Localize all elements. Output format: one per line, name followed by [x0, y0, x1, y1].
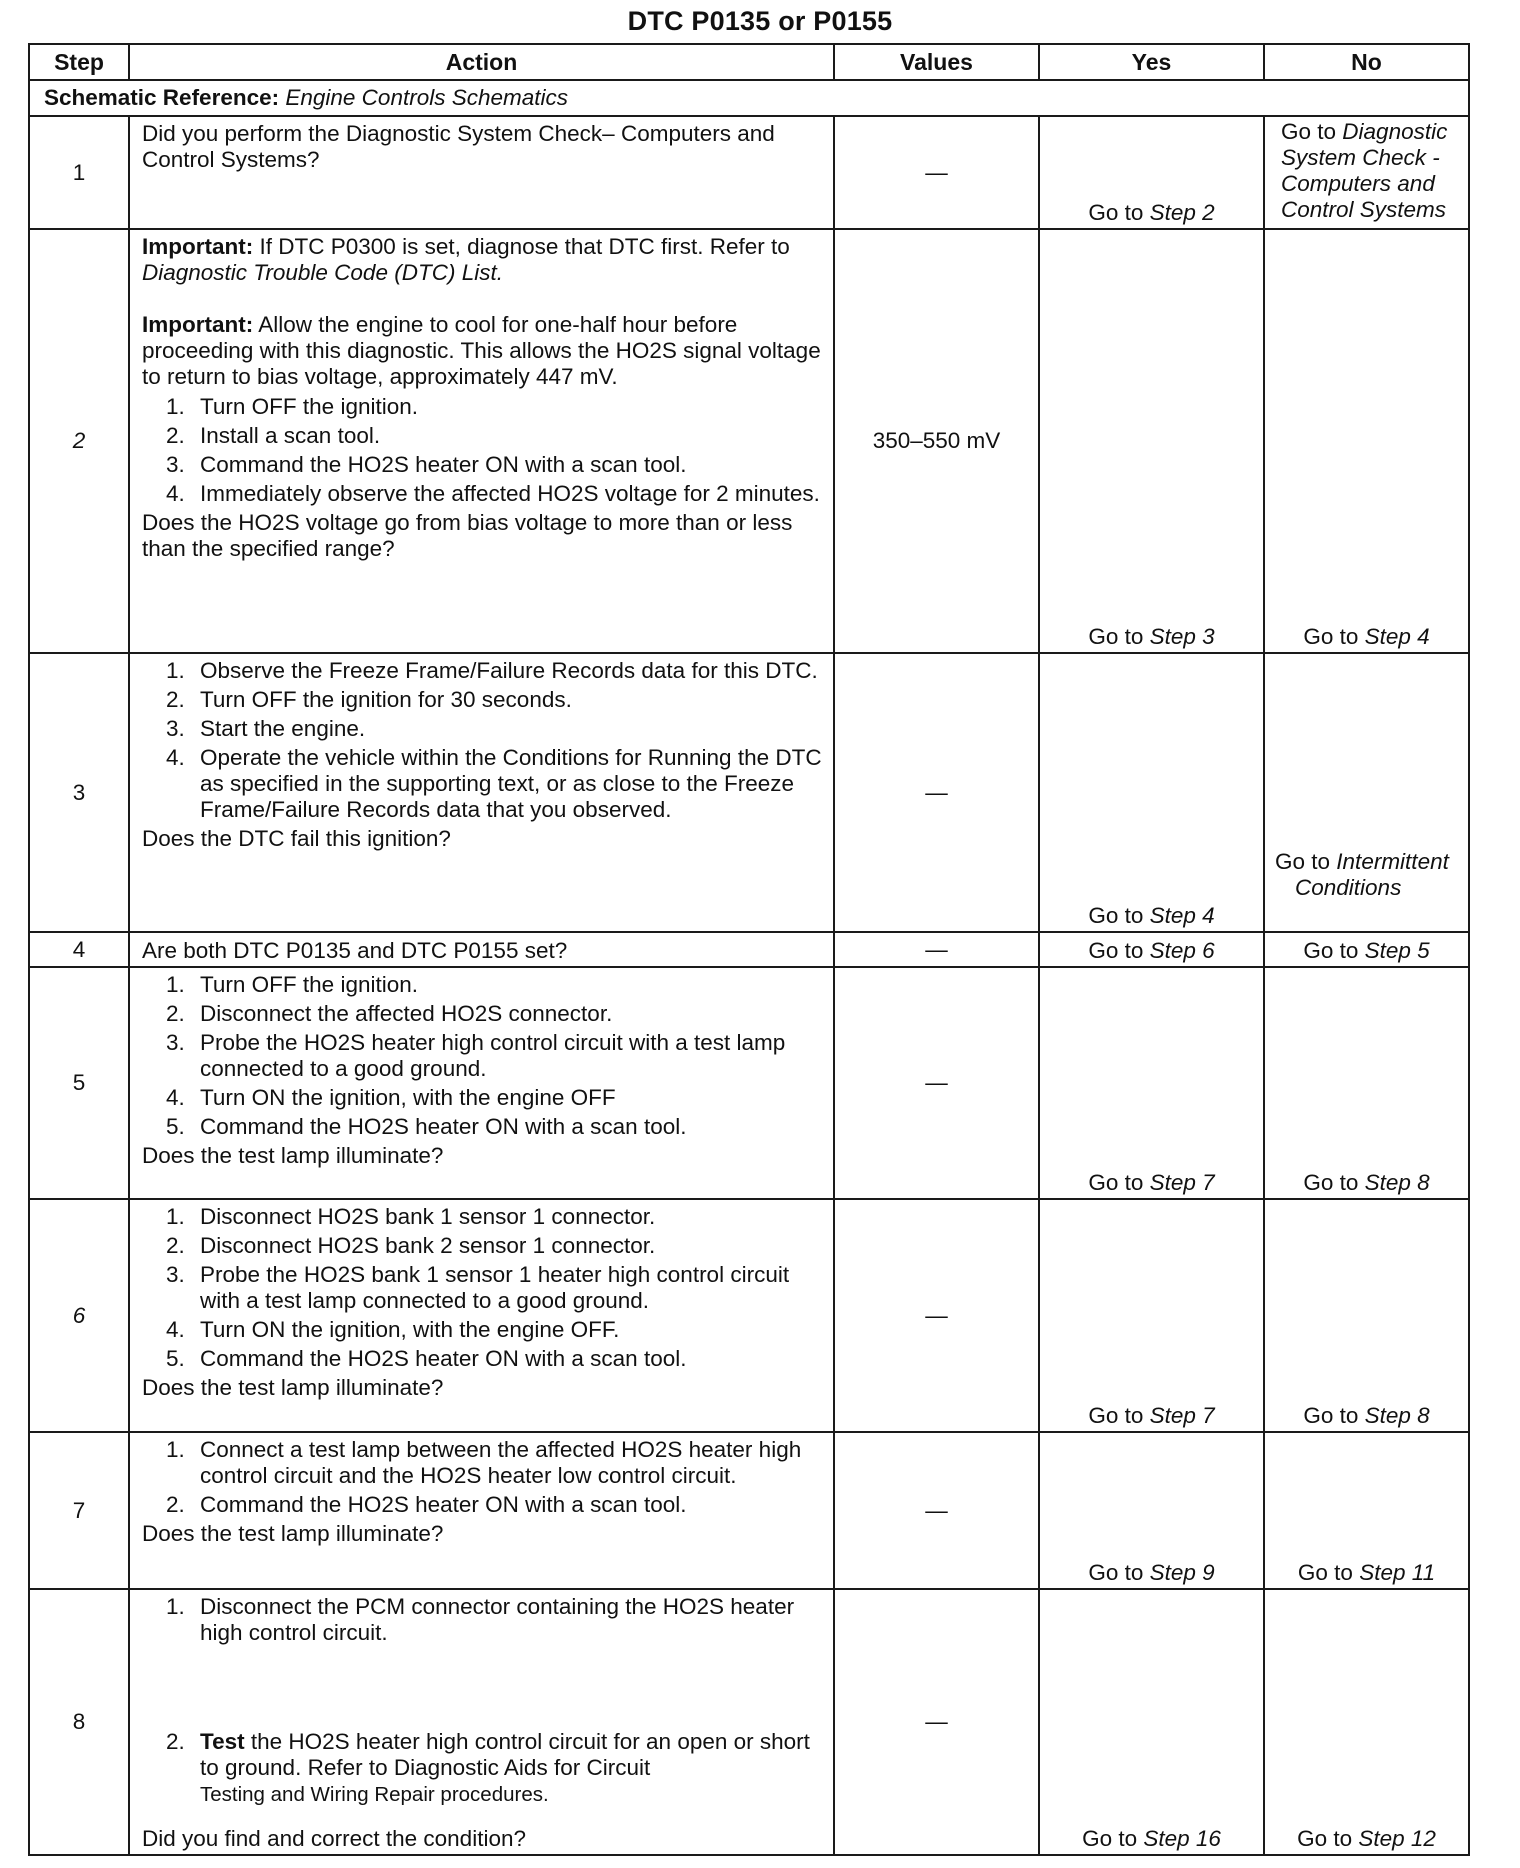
yes-cell — [1039, 1432, 1264, 1589]
yes-step-ref: Step 16 — [1143, 1826, 1221, 1851]
action-cell — [129, 1432, 834, 1589]
step-number: 5 — [29, 967, 129, 1199]
goto-label: Go to — [1088, 938, 1144, 963]
important-label: Important: — [142, 312, 254, 337]
value-cell: — — [834, 932, 1039, 967]
yes-goto — [1040, 1170, 1263, 1196]
no-step-ref: Step 4 — [1364, 624, 1430, 649]
procedure-list — [142, 1204, 825, 1372]
table-row — [29, 1199, 1469, 1432]
no-goto — [1265, 1560, 1468, 1586]
list-item: 3. Command the HO2S heater ON with a scan tool. — [166, 452, 687, 477]
yes-step-ref: Step 4 — [1149, 903, 1215, 928]
list-item: 2. Turn OFF the ignition for 30 seconds. — [166, 687, 572, 712]
yes-cell — [1039, 967, 1264, 1199]
header-step: Step — [29, 44, 129, 80]
action-cell — [129, 653, 834, 932]
no-cell — [1264, 653, 1469, 932]
list-item: 2. Command the HO2S heater ON with a scan tool. — [166, 1492, 687, 1517]
goto-label: Go to — [1088, 624, 1144, 649]
yes-goto — [1040, 1403, 1263, 1429]
list-item: 4. Immediately observe the affected HO2S voltage for 2 minutes. — [166, 481, 820, 506]
no-goto — [1265, 117, 1468, 223]
step-number: 6 — [29, 1199, 129, 1432]
yes-cell — [1039, 932, 1264, 967]
value-cell: — — [834, 1432, 1039, 1589]
yes-step-ref: Step 7 — [1149, 1170, 1215, 1195]
procedure-list — [142, 394, 825, 507]
value-cell: 350–550 mV — [834, 229, 1039, 653]
no-cell — [1264, 1199, 1469, 1432]
procedure-list — [142, 658, 825, 823]
no-ref-line: Conditions — [1295, 875, 1402, 900]
step-number: 4 — [29, 932, 129, 967]
procedure-list — [142, 1594, 825, 1808]
table-row — [29, 932, 1469, 967]
no-step-ref: Step 5 — [1364, 938, 1430, 963]
yes-step-ref: Step 3 — [1149, 624, 1215, 649]
list-item: 4. Operate the vehicle within the Conditions for Running the DTC as specified in the supporting text, or as close to the Freeze Frame/Failure Records data that you observed. — [166, 745, 822, 822]
no-ref-line: Control Systems — [1281, 197, 1447, 222]
goto-label: Go to — [1088, 1170, 1144, 1195]
table-row — [29, 1432, 1469, 1589]
step-number: 8 — [29, 1589, 129, 1855]
goto-label: Go to — [1275, 849, 1331, 874]
no-step-ref: Step 12 — [1358, 1826, 1436, 1851]
table-row — [29, 116, 1469, 229]
schematic-reference — [29, 80, 1469, 116]
list-item: 1. Turn OFF the ignition. — [166, 972, 419, 997]
header-row — [29, 44, 1469, 80]
yes-step-ref: Step 9 — [1149, 1560, 1215, 1585]
procedure-list — [142, 1437, 825, 1518]
no-goto — [1265, 1403, 1468, 1429]
schematic-label: Schematic Reference: — [44, 85, 280, 110]
list-item: 1. Disconnect the PCM connector containing the HO2S heater high control circuit. — [166, 1594, 795, 1645]
no-goto — [1275, 849, 1464, 901]
no-goto — [1265, 624, 1468, 650]
header-values: Values — [834, 44, 1039, 80]
question-text: Does the HO2S voltage go from bias voltage to more than or less than the specified range? — [142, 510, 793, 561]
yes-goto — [1040, 1560, 1263, 1586]
no-step-ref: Step 8 — [1364, 1170, 1430, 1195]
goto-label: Go to — [1082, 1826, 1138, 1851]
no-cell — [1264, 116, 1469, 229]
list-item: 3. Start the engine. — [166, 716, 366, 741]
no-cell — [1264, 932, 1469, 967]
goto-label: Go to — [1303, 938, 1359, 963]
question-text: Did you find and correct the condition? — [142, 1826, 526, 1851]
goto-label: Go to — [1303, 1403, 1359, 1428]
list-item: 4. Turn ON the ignition, with the engine OFF. — [166, 1317, 620, 1342]
goto-label: Go to — [1303, 1170, 1359, 1195]
goto-label: Go to — [1088, 903, 1144, 928]
yes-step-ref: Step 6 — [1149, 938, 1215, 963]
list-item: 1. Connect a test lamp between the affected HO2S heater high control circuit and the HO2S heater low control circuit. — [166, 1437, 802, 1488]
action-cell — [129, 967, 834, 1199]
action-cell — [129, 1589, 834, 1855]
no-ref-line: System Check - — [1281, 145, 1440, 170]
yes-cell — [1039, 1589, 1264, 1855]
no-goto — [1265, 1170, 1468, 1196]
value-cell: — — [834, 116, 1039, 229]
action-cell — [129, 1199, 834, 1432]
no-goto — [1265, 1826, 1468, 1852]
goto-label: Go to — [1281, 119, 1337, 144]
action-text: Did you perform the Diagnostic System Check– Computers and Control Systems? — [142, 121, 775, 172]
header-action: Action — [129, 44, 834, 80]
procedure-list — [142, 972, 825, 1140]
important-note — [142, 234, 825, 286]
header-no: No — [1264, 44, 1469, 80]
no-ref-line: Diagnostic — [1342, 119, 1448, 144]
no-step-ref: Step 8 — [1364, 1403, 1430, 1428]
important-note — [142, 312, 825, 390]
value-cell: — — [834, 967, 1039, 1199]
list-item: 5. Command the HO2S heater ON with a scan tool. — [166, 1346, 687, 1371]
yes-step-ref: Step 7 — [1149, 1403, 1215, 1428]
list-item: 3. Probe the HO2S heater high control circuit with a test lamp connected to a good ground. — [166, 1030, 786, 1081]
list-item: 2. Test the HO2S heater high control circuit for an open or short to ground. Refer to Diagnostic Aids for Circuit Testing and Wiring Repair procedures. — [166, 1729, 810, 1806]
important-label: Important: — [142, 234, 254, 259]
goto-label: Go to — [1088, 1403, 1144, 1428]
goto-label: Go to — [1088, 1560, 1144, 1585]
yes-goto — [1040, 938, 1263, 964]
step-number: 2 — [29, 229, 129, 653]
goto-label: Go to — [1297, 1560, 1353, 1585]
table-row — [29, 967, 1469, 1199]
list-item: 1. Disconnect HO2S bank 1 sensor 1 connector. — [166, 1204, 656, 1229]
action-cell — [129, 116, 834, 229]
no-cell — [1264, 967, 1469, 1199]
no-ref-line: Intermittent — [1336, 849, 1449, 874]
list-item: 5. Command the HO2S heater ON with a scan tool. — [166, 1114, 687, 1139]
yes-goto — [1040, 1826, 1263, 1852]
table-row — [29, 653, 1469, 932]
document-title: DTC P0135 or P0155 — [627, 6, 893, 36]
list-item: 2. Disconnect the affected HO2S connector. — [166, 1001, 613, 1026]
list-item: 1. Turn OFF the ignition. — [166, 394, 419, 419]
goto-label: Go to — [1297, 1826, 1353, 1851]
no-cell — [1264, 229, 1469, 653]
value-cell: — — [834, 1199, 1039, 1432]
list-item: 4. Turn ON the ignition, with the engine OFF — [166, 1085, 616, 1110]
schematic-reference-row — [29, 80, 1469, 116]
no-cell — [1264, 1432, 1469, 1589]
yes-goto — [1040, 624, 1263, 650]
question-text: Does the test lamp illuminate? — [142, 1375, 444, 1400]
question-text: Does the DTC fail this ignition? — [142, 826, 451, 851]
diagnostic-table — [28, 43, 1470, 1856]
action-cell — [129, 932, 834, 967]
question-text: Does the test lamp illuminate? — [142, 1143, 444, 1168]
goto-label: Go to — [1303, 624, 1359, 649]
value-cell: — — [834, 1589, 1039, 1855]
yes-step-ref: Step 2 — [1149, 200, 1215, 225]
list-item: 2. Install a scan tool. — [166, 423, 381, 448]
table-row — [29, 229, 1469, 653]
no-cell — [1264, 1589, 1469, 1855]
action-text: Are both DTC P0135 and DTC P0155 set? — [142, 937, 568, 963]
yes-cell — [1039, 653, 1264, 932]
list-item: 1. Observe the Freeze Frame/Failure Records data for this DTC. — [166, 658, 818, 683]
important-text: If DTC P0300 is set, diagnose that DTC first. Refer to — [259, 234, 790, 259]
schematic-value: Engine Controls Schematics — [285, 85, 569, 110]
yes-cell — [1039, 116, 1264, 229]
important-text: Allow the engine to cool for one-half hour before proceeding with this diagnostic. This allows the HO2S signal voltage to return to bias voltage, approximately 447 mV. — [142, 312, 821, 389]
no-goto — [1265, 938, 1468, 964]
question-text: Does the test lamp illuminate? — [142, 1521, 444, 1546]
no-step-ref: Step 11 — [1359, 1560, 1436, 1585]
important-ref: Diagnostic Trouble Code (DTC) List. — [142, 260, 503, 285]
step-number: 3 — [29, 653, 129, 932]
goto-label: Go to — [1088, 200, 1144, 225]
yes-cell — [1039, 229, 1264, 653]
step-number: 1 — [29, 116, 129, 229]
yes-cell — [1039, 1199, 1264, 1432]
list-item: 3. Probe the HO2S bank 1 sensor 1 heater high control circuit with a test lamp connected to a good ground. — [166, 1262, 790, 1313]
yes-goto — [1040, 200, 1263, 226]
header-yes: Yes — [1039, 44, 1264, 80]
step-number: 7 — [29, 1432, 129, 1589]
no-ref-line: Computers and — [1281, 171, 1435, 196]
action-cell — [129, 229, 834, 653]
list-item: 2. Disconnect HO2S bank 2 sensor 1 connector. — [166, 1233, 656, 1258]
table-row — [29, 1589, 1469, 1855]
value-cell: — — [834, 653, 1039, 932]
yes-goto — [1040, 903, 1263, 929]
